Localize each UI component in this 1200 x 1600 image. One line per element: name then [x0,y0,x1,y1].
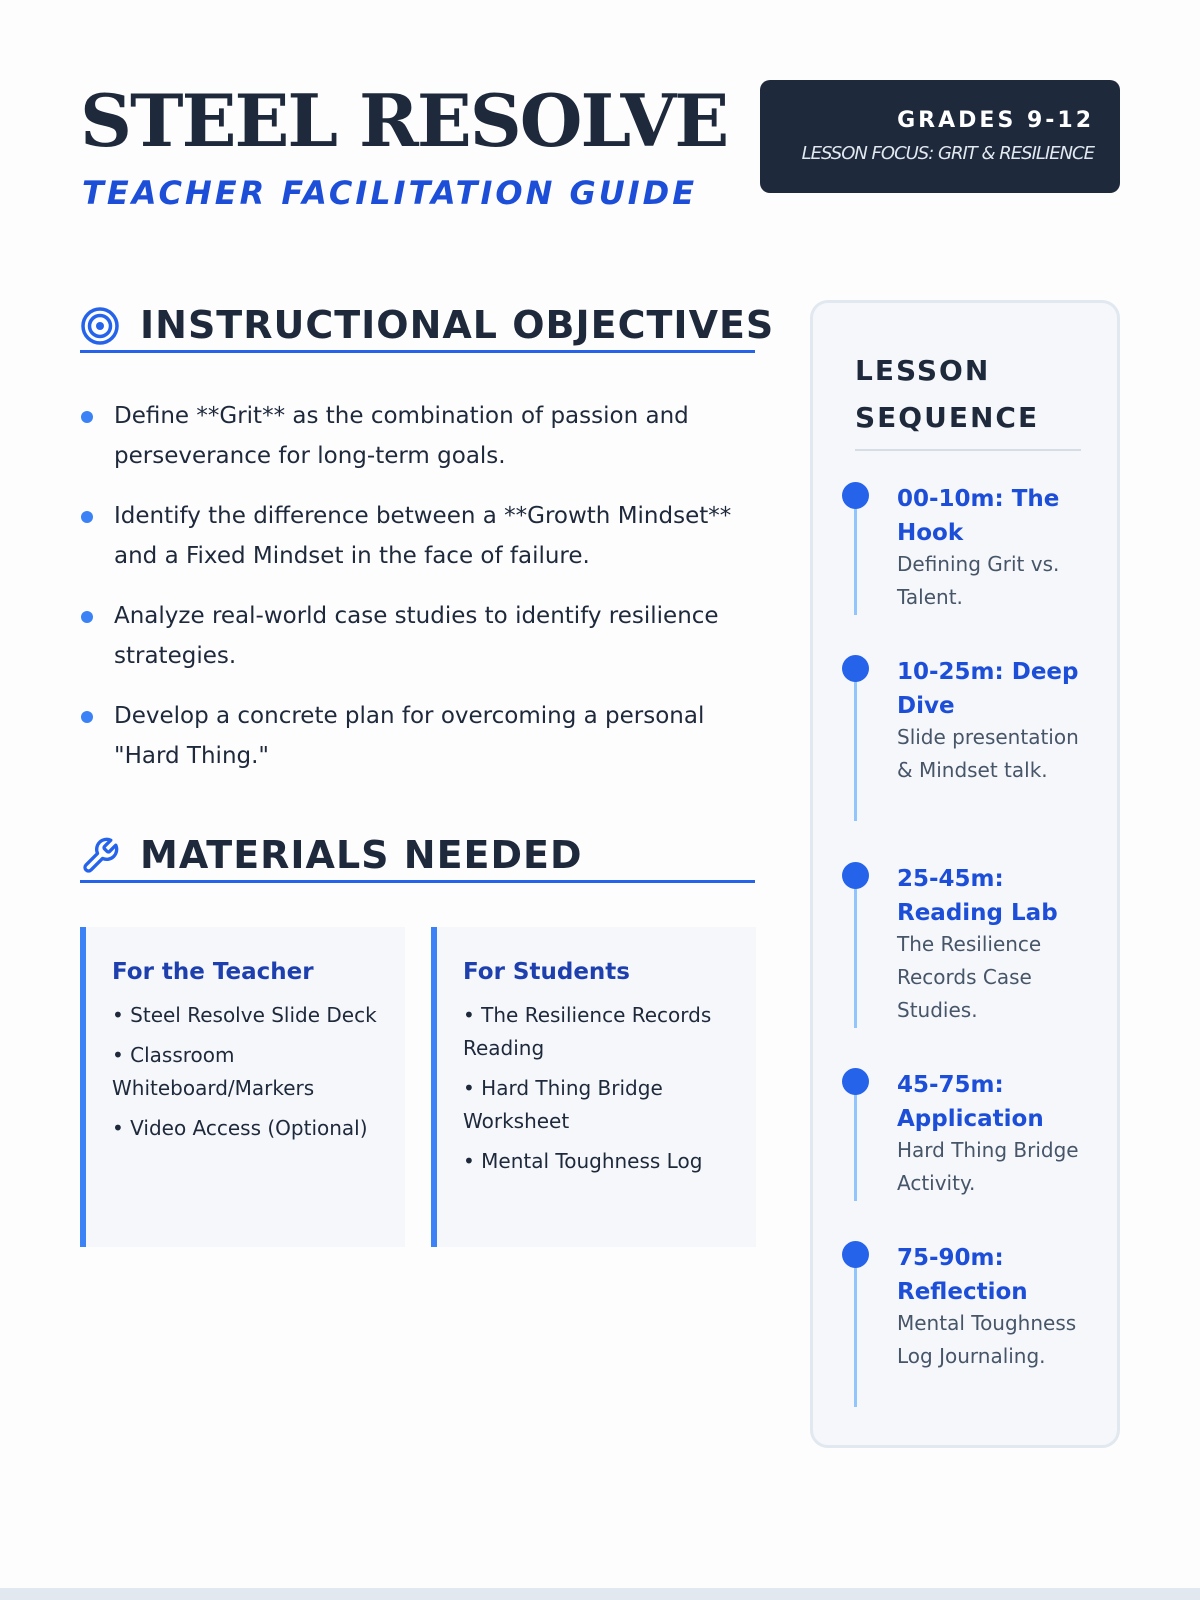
footer-bar [0,1588,1200,1600]
page-subtitle: TEACHER FACILITATION GUIDE [82,174,698,212]
bullet-dot [81,611,93,623]
step-title: 75-90m: Reflection [897,1245,1028,1305]
sequence-heading: LESSON SEQUENCE [855,354,1040,434]
target-icon [80,306,120,346]
sequence-divider [855,449,1081,451]
objective-text: Define **Grit** as the combination of passion and perseverance for long-term goals. [114,403,689,469]
timeline-line [854,874,857,1028]
step-title: 25-45m: Reading Lab [897,866,1058,926]
timeline-node [842,1241,869,1268]
objective-text: Analyze real-world case studies to identify resilience strategies. [114,603,719,669]
timeline-line [854,1253,857,1407]
objective-text: Identify the difference between a **Growth Mindset** and a Fixed Mindset in the face of failure. [114,503,732,569]
teacher-materials-card [80,927,405,1247]
material-item: • Mental Toughness Log [463,1149,703,1173]
bullet-dot [81,711,93,723]
material-item: • Classroom Whiteboard/Markers [112,1043,315,1100]
bullet-dot [81,511,93,523]
timeline-node [842,862,869,889]
objective-text: Develop a concrete plan for overcoming a personal "Hard Thing." [114,703,705,769]
materials-heading-block [80,830,755,883]
material-item: • Steel Resolve Slide Deck [112,1003,377,1027]
lesson-sequence-panel [810,300,1120,1448]
timeline-node [842,655,869,682]
material-item: • The Resilience Records Reading [463,1003,712,1060]
material-item: • Video Access (Optional) [112,1116,368,1140]
page-title: STEEL RESOLVE [80,78,728,163]
step-description: Hard Thing Bridge Activity. [897,1138,1079,1195]
teacher-materials-title: For the Teacher [112,959,314,985]
bullet-dot [81,411,93,423]
step-description: Slide presentation & Mindset talk. [897,725,1079,782]
objective-item [80,596,760,676]
objective-item [80,396,760,476]
timeline-line [854,667,857,821]
step-description: Mental Toughness Log Journaling. [897,1311,1077,1368]
badge-grades: GRADES 9-12 [897,108,1094,133]
step-title: 45-75m: Application [897,1072,1044,1132]
material-item: • Hard Thing Bridge Worksheet [463,1076,663,1133]
objectives-heading: INSTRUCTIONAL OBJECTIVES [140,303,775,347]
student-materials-card [431,927,756,1247]
objective-item [80,496,760,576]
timeline-node [842,1068,869,1095]
step-title: 10-25m: Deep Dive [897,659,1079,719]
step-description: The Resilience Records Case Studies. [897,932,1042,1022]
objectives-heading-block [80,300,775,353]
grade-badge [760,80,1120,193]
badge-lesson-focus: LESSON FOCUS: GRIT & RESILIENCE [801,143,1094,164]
timeline-node [842,482,869,509]
objectives-list [80,396,760,796]
wrench-icon [80,836,120,876]
step-title: 00-10m: The Hook [897,486,1060,546]
timeline-line [854,1080,857,1201]
materials-heading: MATERIALS NEEDED [140,833,583,877]
student-materials-title: For Students [463,959,630,985]
objective-item [80,696,760,776]
step-description: Defining Grit vs. Talent. [897,552,1060,609]
timeline-line [854,494,857,615]
